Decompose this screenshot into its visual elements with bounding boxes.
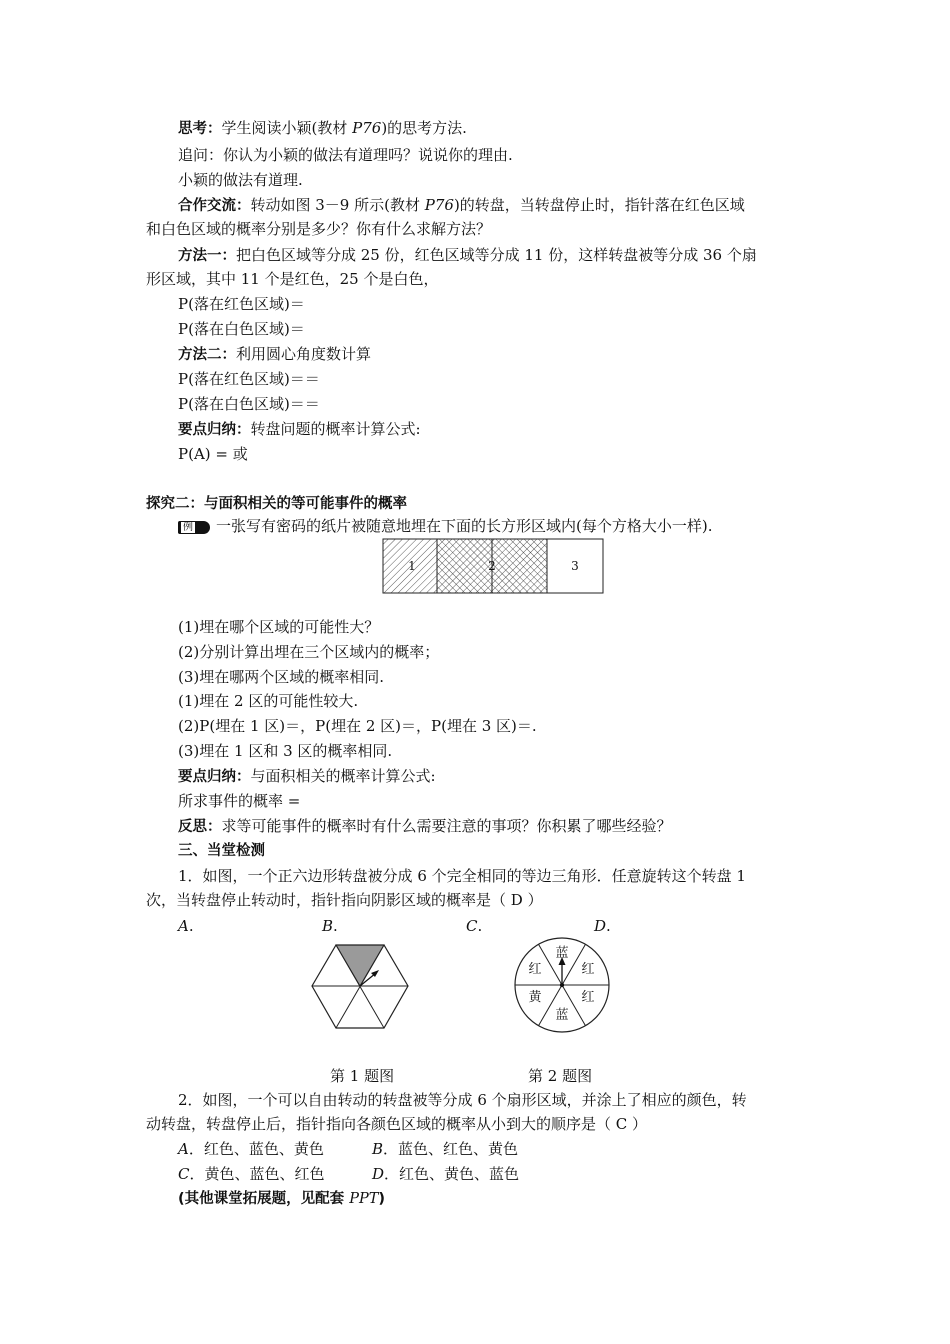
wheel-center (560, 983, 564, 987)
option-c-letter: C (466, 917, 478, 935)
key-point-1 (178, 419, 421, 440)
think-text-end: )的思考方法. (381, 119, 467, 137)
method1-line-2: 形区域，其中 11 个是红色，25 个是白色， (146, 270, 439, 288)
think-line (178, 118, 467, 139)
followup-question: 追问：你认为小颖的做法有道理吗？说说你的理由. (178, 146, 513, 164)
example-badge (178, 521, 210, 534)
key-label-1: 要点归纳： (178, 422, 251, 438)
method2-text: 利用圆心角度数计算 (236, 345, 372, 363)
think-page-ref: P76 (352, 119, 382, 137)
coop-text: 转动如图 3－9 所示(教材 (250, 196, 425, 214)
method2-label: 方法二： (178, 347, 236, 363)
section-three-heading: 三、当堂检测 (178, 843, 265, 859)
question-3: (3)埋在哪两个区域的概率相同. (178, 668, 385, 686)
method1-line-1 (178, 245, 757, 266)
option-d (594, 916, 611, 936)
option-d-letter: D (594, 917, 607, 935)
followup-answer: 小颖的做法有道理. (178, 171, 303, 189)
formula-1: P(A) = 或 (178, 445, 248, 463)
q2-option-b-letter: B (372, 1140, 384, 1158)
method2-line (178, 344, 371, 365)
answer-2: (2)P(埋在 1 区)＝，P(埋在 2 区)＝，P(埋在 3 区)＝. (178, 717, 537, 735)
reflect-text: 求等可能事件的概率时有什么需要注意的事项？你积累了哪些经验？ (221, 817, 672, 835)
method1-text: 把白色区域等分成 25 份，红色区域等分成 11 份，这样转盘被等分成 36 个扇 (236, 246, 757, 264)
p-red-2: P(落在红色区域)＝＝ (178, 370, 320, 388)
more-note-end: ) (378, 1191, 386, 1207)
reflect-line (178, 816, 672, 837)
coop-line-1 (178, 195, 745, 216)
hexagon-shaded-triangle (336, 945, 384, 986)
question-1: (1)埋在哪个区域的可能性大？ (178, 618, 380, 636)
q2-option-a-letter: A (178, 1140, 189, 1158)
p-red-1: P(落在红色区域)＝ (178, 295, 305, 313)
question-2: (2)分别计算出埋在三个区域内的概率； (178, 643, 440, 661)
option-c-dot: . (477, 917, 483, 935)
q2-option-a-text: ．红色、蓝色、黄色 (188, 1140, 324, 1158)
option-b-dot: . (333, 917, 338, 935)
test-q2-line-1: 2．如图，一个可以自由转动的转盘被等分成 6 个扇形区域，并涂上了相应的颜色，转 (178, 1091, 747, 1109)
option-a-letter: A (178, 917, 189, 935)
region-figure (382, 538, 604, 594)
think-text: 学生阅读小颖(教材 (221, 119, 353, 137)
p-white-2: P(落在白色区域)＝＝ (178, 395, 320, 413)
option-b (322, 916, 338, 936)
q2-option-a (178, 1139, 324, 1159)
more-note-ppt: PPT (349, 1191, 379, 1207)
wheel-label-upper-left: 红 (528, 962, 542, 977)
formula-2: 所求事件的概率 = (178, 792, 301, 810)
figure-2-caption: 第 2 题图 (528, 1067, 593, 1085)
option-a (178, 916, 194, 936)
key-text-1: 转盘问题的概率计算公式: (250, 420, 421, 438)
method1-label: 方法一： (178, 248, 236, 264)
region-label-1: 1 (408, 559, 416, 573)
answer-3: (3)埋在 1 区和 3 区的概率相同. (178, 742, 393, 760)
region-2b (492, 539, 547, 593)
q2-option-d-text: ．红色、黄色、蓝色 (384, 1165, 520, 1183)
think-label: 思考： (178, 121, 222, 137)
example-line (178, 516, 712, 536)
option-b-letter: B (322, 917, 334, 935)
q2-option-d-letter: D (372, 1165, 385, 1183)
section-two-heading: 探究二：与面积相关的等可能事件的概率 (146, 496, 407, 512)
q2-option-c-letter: C (178, 1165, 190, 1183)
option-a-dot: . (188, 917, 194, 935)
option-c (466, 916, 482, 936)
example-badge-text: 例 (183, 522, 193, 533)
more-exercises-note (178, 1189, 385, 1209)
test-q1-line-1: 1．如图，一个正六边形转盘被分成 6 个完全相同的等边三角形．任意旋转这个转盘 1 (178, 867, 746, 885)
example-text: 一张写有密码的纸片被随意地埋在下面的长方形区域内(每个方格大小一样). (216, 517, 713, 535)
key-text-2: 与面积相关的概率计算公式: (250, 767, 436, 785)
coop-label: 合作交流： (178, 198, 251, 214)
q2-option-b (372, 1139, 518, 1159)
q2-option-b-text: ．蓝色、红色、黄色 (383, 1140, 519, 1158)
reflect-label: 反思： (178, 819, 222, 835)
region-label-2: 2 (488, 559, 496, 573)
test-q2-line-2: 动转盘，转盘停止后，指针指向各颜色区域的概率从小到大的顺序是（ C ） (146, 1115, 648, 1133)
wheel-label-lower-left: 黄 (528, 990, 542, 1005)
region-label-3: 3 (571, 559, 579, 573)
figure-1-caption: 第 1 题图 (330, 1067, 395, 1085)
answer-1: (1)埋在 2 区的可能性较大. (178, 692, 359, 710)
coop-page-ref: P76 (424, 196, 454, 214)
test-q1-line-2: 次，当转盘停止转动时，指针指向阴影区域的概率是（ D ） (146, 891, 543, 909)
region-2a (437, 539, 492, 593)
wheel-label-upper-right: 红 (581, 962, 595, 977)
key-point-2 (178, 766, 436, 787)
wheel-label-lower-right: 红 (581, 990, 595, 1005)
option-d-dot: . (606, 917, 611, 935)
hexagon-spinner (308, 942, 412, 1032)
color-wheel-spinner (512, 935, 612, 1035)
key-label-2: 要点归纳： (178, 769, 251, 785)
q2-option-c (178, 1164, 325, 1184)
q2-option-d (372, 1164, 519, 1184)
wheel-label-top: 蓝 (555, 946, 569, 961)
coop-line-2: 和白色区域的概率分别是多少？你有什么求解方法？ (146, 220, 492, 238)
coop-text-end: )的转盘，当转盘停止时，指针落在红色区域 (453, 196, 745, 214)
q2-option-c-text: ．黄色、蓝色、红色 (189, 1165, 325, 1183)
p-white-1: P(落在白色区域)＝ (178, 320, 305, 338)
more-note-text: (其他课堂拓展题，见配套 (178, 1191, 350, 1207)
wheel-label-bottom: 蓝 (555, 1008, 569, 1023)
